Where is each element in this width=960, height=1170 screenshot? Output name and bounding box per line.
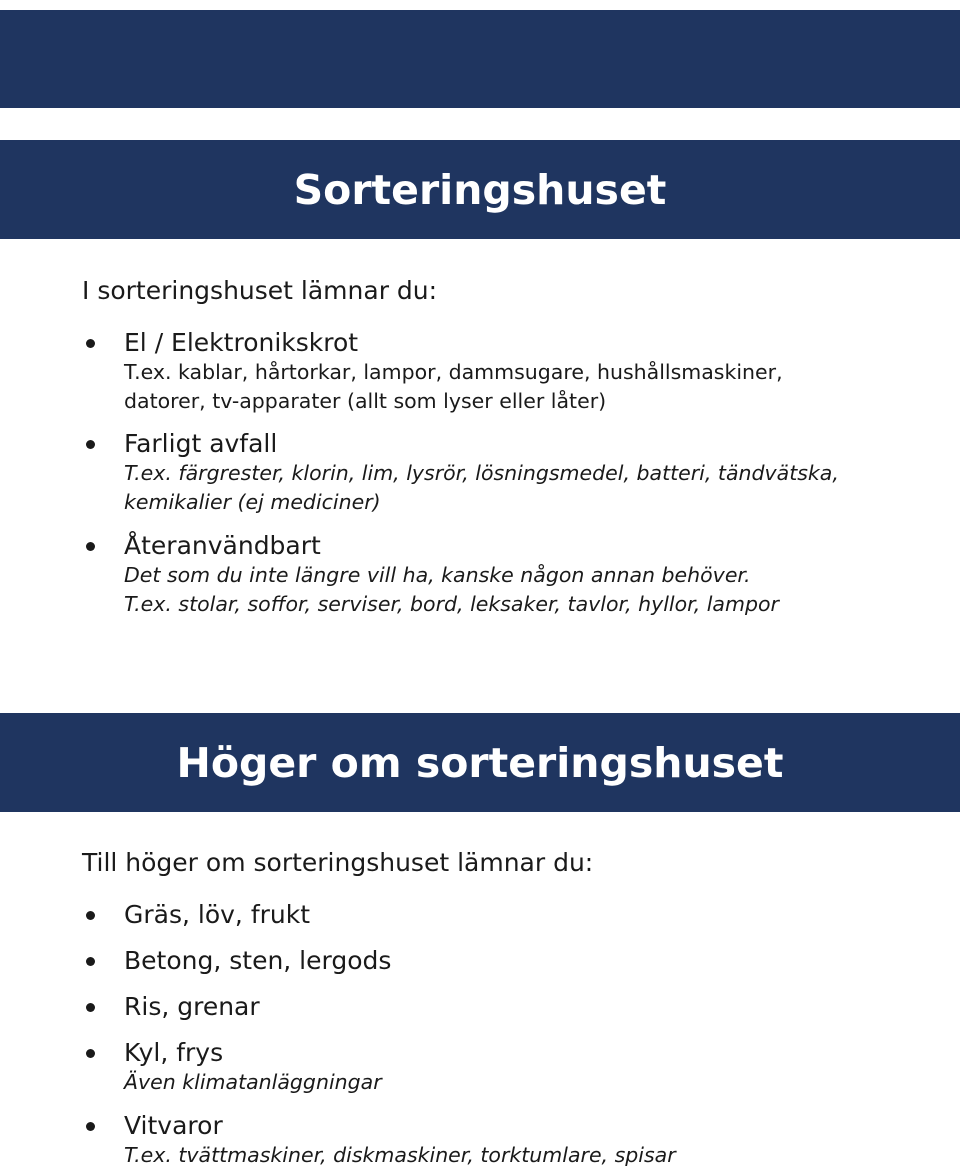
top-banner xyxy=(0,10,960,108)
bullet-icon xyxy=(86,1049,95,1058)
list-item xyxy=(124,531,779,619)
section-intro: I sorteringshuset lämnar du: xyxy=(82,276,438,305)
item-label: El / Elektronikskrot xyxy=(124,328,359,357)
item-label: Farligt avfall xyxy=(124,429,278,458)
section-header-sorteringshuset xyxy=(0,140,960,239)
bullet-icon xyxy=(86,1003,95,1012)
item-label: Vitvaror xyxy=(124,1111,223,1140)
item-detail: Det som du inte längre vill ha, kanske någon annan behöver. xyxy=(124,563,751,587)
bullet-icon xyxy=(86,542,95,551)
list-item xyxy=(124,946,391,976)
item-label: Ris, grenar xyxy=(124,992,260,1021)
item-detail: kemikalier (ej mediciner) xyxy=(124,490,381,514)
section-title: Höger om sorteringshuset xyxy=(176,739,784,787)
item-label: Återanvändbart xyxy=(124,531,321,560)
list-item xyxy=(124,992,260,1022)
item-detail: Även klimatanläggningar xyxy=(124,1070,382,1094)
section-title: Sorteringshuset xyxy=(293,166,667,214)
item-label: Betong, sten, lergods xyxy=(124,946,392,975)
item-detail: datorer, tv-apparater (allt som lyser eller låter) xyxy=(124,389,607,413)
section-header-hoger-om-sorteringshuset xyxy=(0,713,960,812)
bullet-icon xyxy=(86,911,95,920)
bullet-icon xyxy=(86,440,95,449)
section-intro: Till höger om sorteringshuset lämnar du: xyxy=(82,848,594,877)
item-detail: T.ex. kablar, hårtorkar, lampor, dammsugare, hushållsmaskiner, xyxy=(124,360,783,384)
bullet-icon xyxy=(86,339,95,348)
item-detail: T.ex. färgrester, klorin, lim, lysrör, lösningsmedel, batteri, tändvätska, xyxy=(124,461,839,485)
list-item xyxy=(124,429,839,517)
list-item xyxy=(124,1038,382,1097)
bullet-icon xyxy=(86,1122,95,1131)
item-label: Kyl, frys xyxy=(124,1038,224,1067)
item-detail: T.ex. tvättmaskiner, diskmaskiner, torktumlare, spisar xyxy=(124,1143,676,1167)
list-item xyxy=(124,900,310,930)
item-detail: T.ex. stolar, soffor, serviser, bord, leksaker, tavlor, hyllor, lampor xyxy=(124,592,779,616)
list-item xyxy=(124,1111,676,1170)
item-label: Gräs, löv, frukt xyxy=(124,900,311,929)
list-item xyxy=(124,328,783,416)
bullet-icon xyxy=(86,957,95,966)
